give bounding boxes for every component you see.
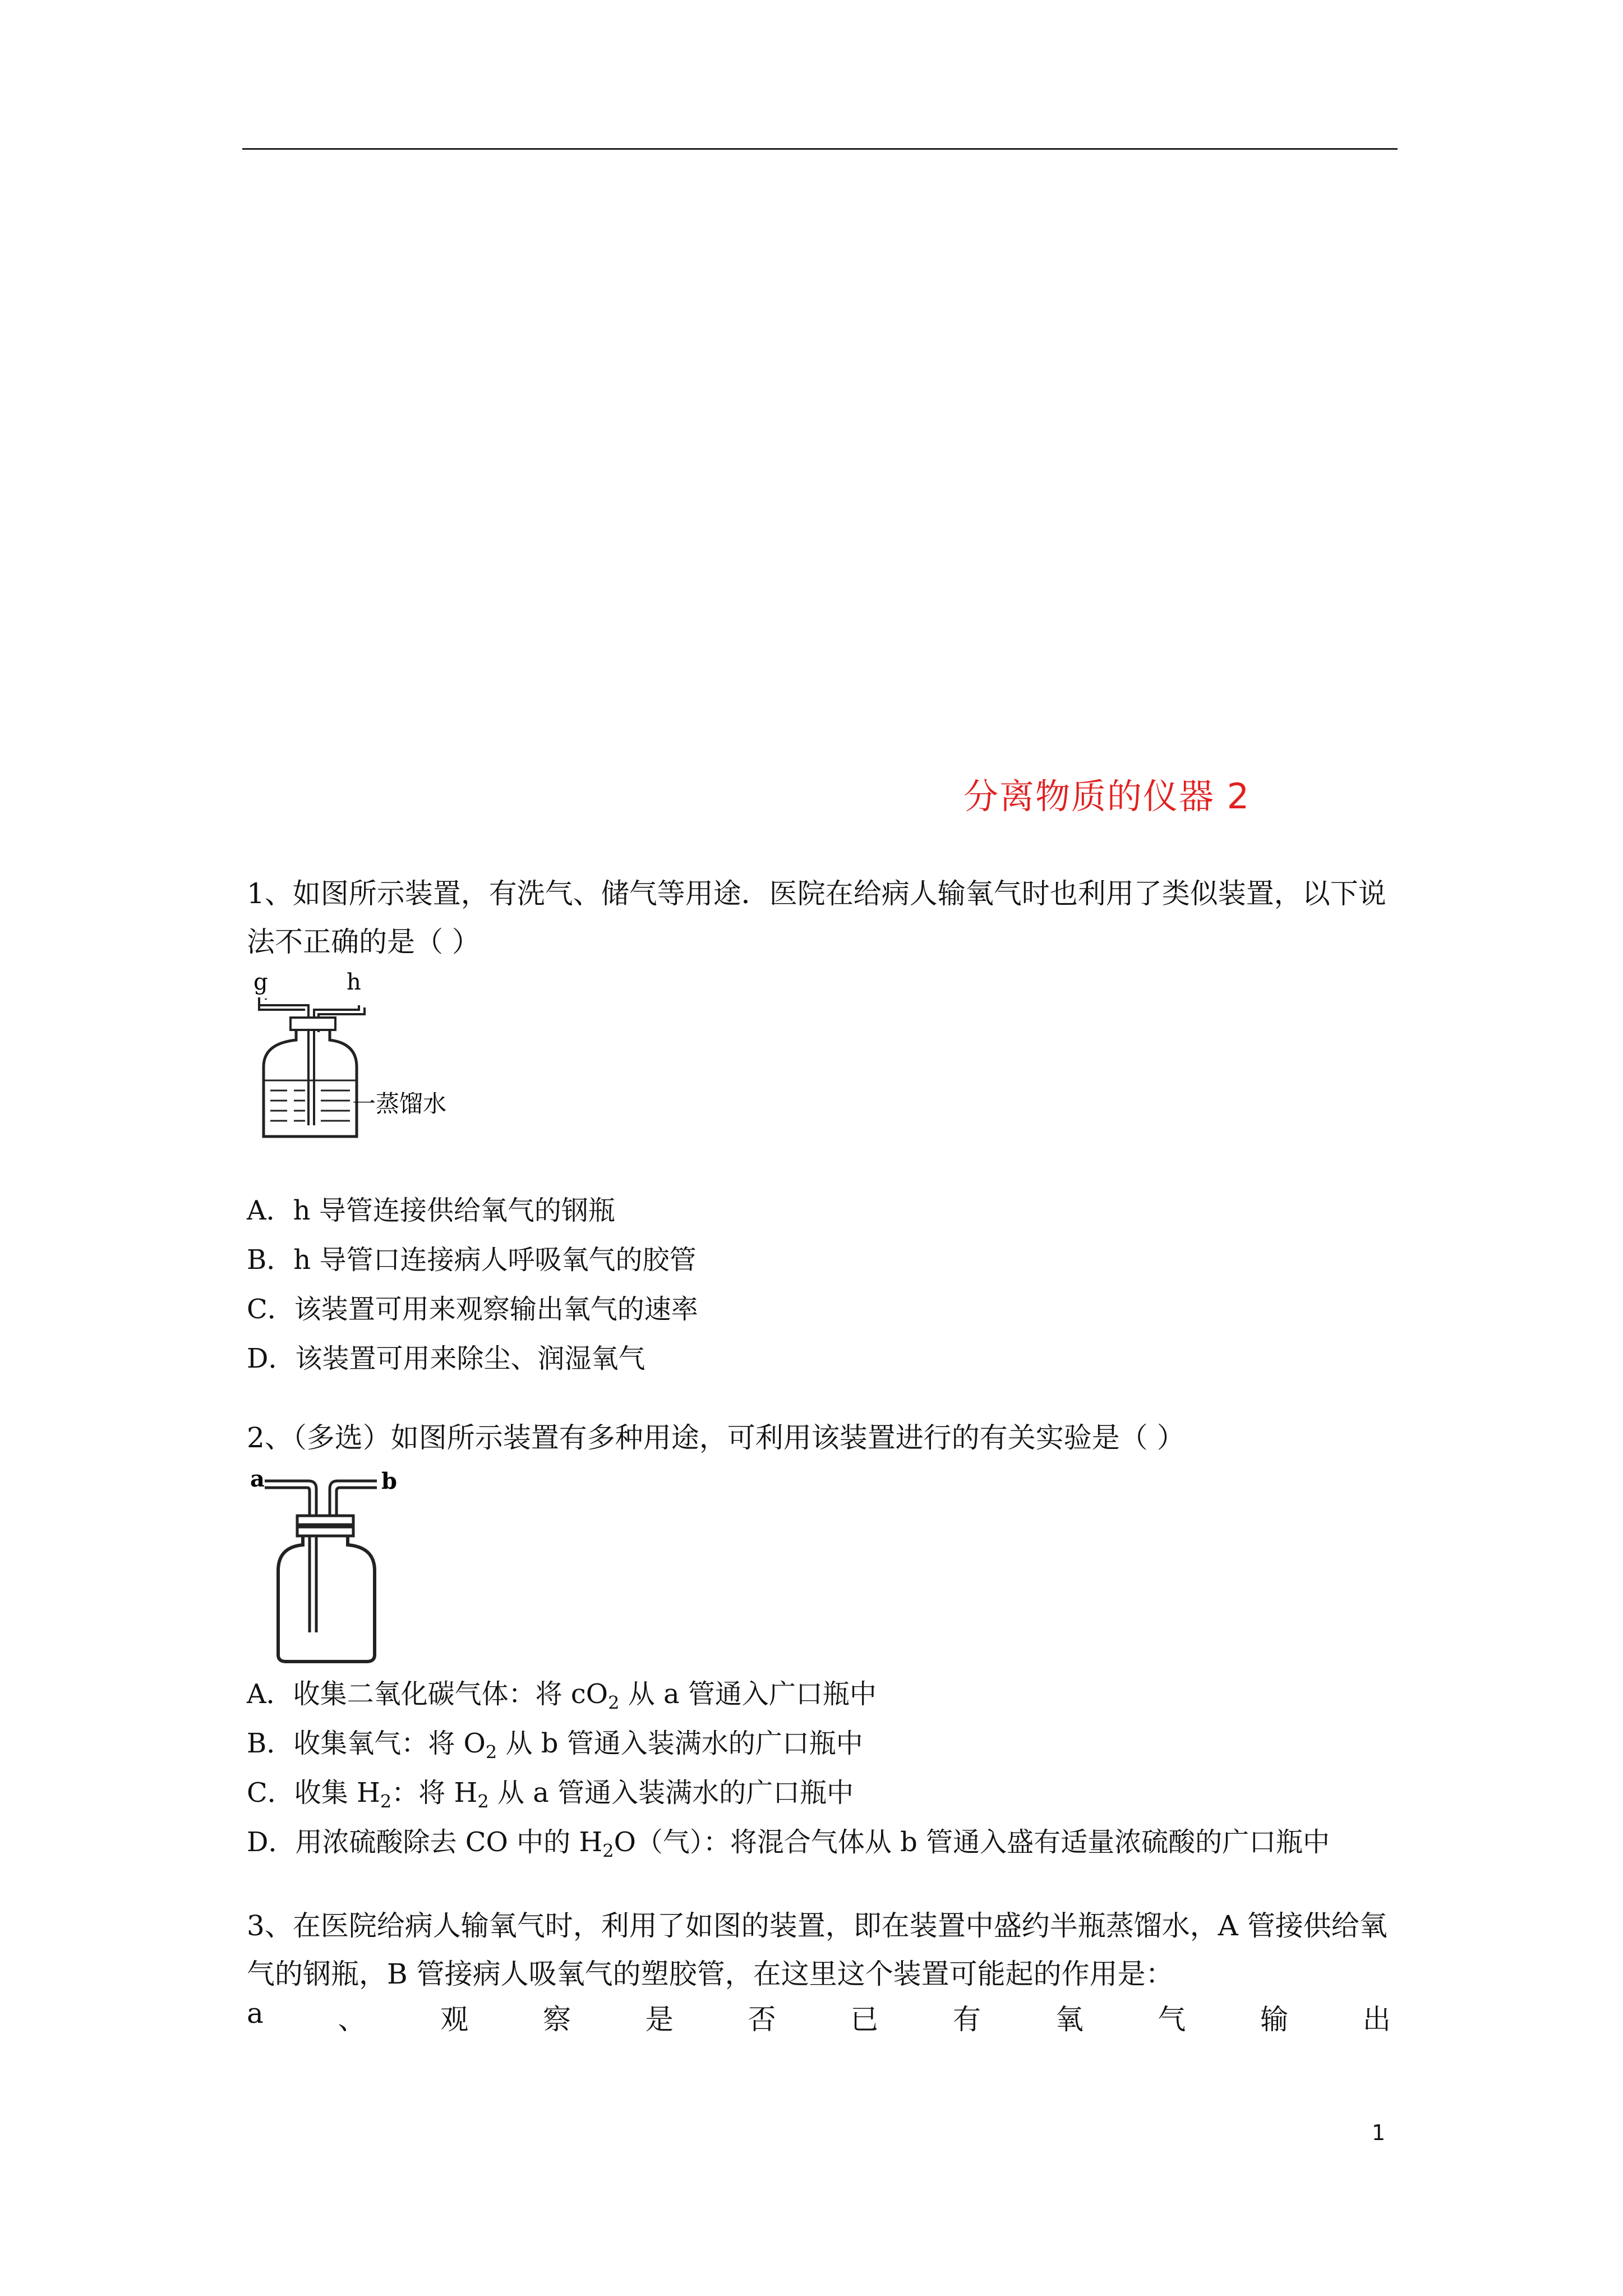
spread-char: 出 [1362, 2003, 1391, 2036]
spread-char: 氧 [1055, 2003, 1083, 2036]
q1-option-c: C．该装置可用来观察输出氧气的速率 [247, 1294, 698, 1325]
question-3-justified-line [247, 1997, 1391, 2037]
question-3-text: 3、在医院给病人输氧气时，利用了如图的装置，即在装置中盛约半瓶蒸馏水，A 管接供给氧气的钢瓶，B 管接病人吸氧气的塑胶管，在这里这个装置可能起的作用是： [247, 1910, 1387, 1990]
spread-char: a [247, 1997, 264, 2030]
spread-char: 、 [338, 2003, 366, 2036]
fig1-label-g: g [253, 970, 268, 995]
spread-char: 有 [952, 2003, 981, 2036]
question-2-text: 2、（多选）如图所示装置有多种用途，可利用该装置进行的有关实验是（ ） [247, 1421, 1185, 1454]
q2-option-c: C．收集 $H_2$：将 $H_2$ 从 a 管通入装满水的广口瓶中 [247, 1777, 854, 1812]
q2-option-d: D．用浓硫酸除去 CO 中的 $H_2O$（气）：将混合气体从 b 管通入盛有适量浓硫酸的广口瓶中 [247, 1826, 1330, 1862]
q2-option-b: B．收集氧气：将 $O_2$ 从 b 管通入装满水的广口瓶中 [247, 1728, 863, 1763]
fig1-label-h: h [347, 970, 361, 995]
spread-char: 气 [1158, 2003, 1186, 2036]
spread-char: 观 [440, 2003, 469, 2036]
spread-char: 已 [850, 2003, 879, 2036]
fig1-label-water: 一蒸馏水 [352, 1090, 447, 1117]
page-number: 1 [1372, 2120, 1386, 2145]
spread-char: 输 [1260, 2003, 1289, 2036]
q1-option-a: A．h 导管连接供给氧气的钢瓶 [247, 1195, 615, 1226]
spread-char: 察 [543, 2003, 571, 2036]
wide-mouth-bottle-figure-2 [247, 1464, 415, 1666]
q1-option-d: D．该装置可用来除尘、润湿氧气 [247, 1343, 645, 1374]
fig2-label-b: b [381, 1468, 397, 1494]
fig2-label-a: a [250, 1466, 265, 1492]
question-1-text: 1、如图所示装置，有洗气、储气等用途．医院在给病人输氧气时也利用了类似装置，以下说法不正确的是（ ） [247, 877, 1386, 958]
spread-char: 否 [748, 2003, 776, 2036]
gas-washing-bottle-figure-1 [247, 970, 460, 1139]
spread-char: 是 [645, 2003, 674, 2036]
header-rule [242, 148, 1398, 150]
page-title: 分离物质的仪器 2 [963, 776, 1251, 817]
q2-option-a: A．收集二氧化碳气体：将 $cO_2$ 从 a 管通入广口瓶中 [247, 1678, 877, 1714]
q1-option-b: B．h 导管口连接病人呼吸氧气的胶管 [247, 1244, 697, 1276]
